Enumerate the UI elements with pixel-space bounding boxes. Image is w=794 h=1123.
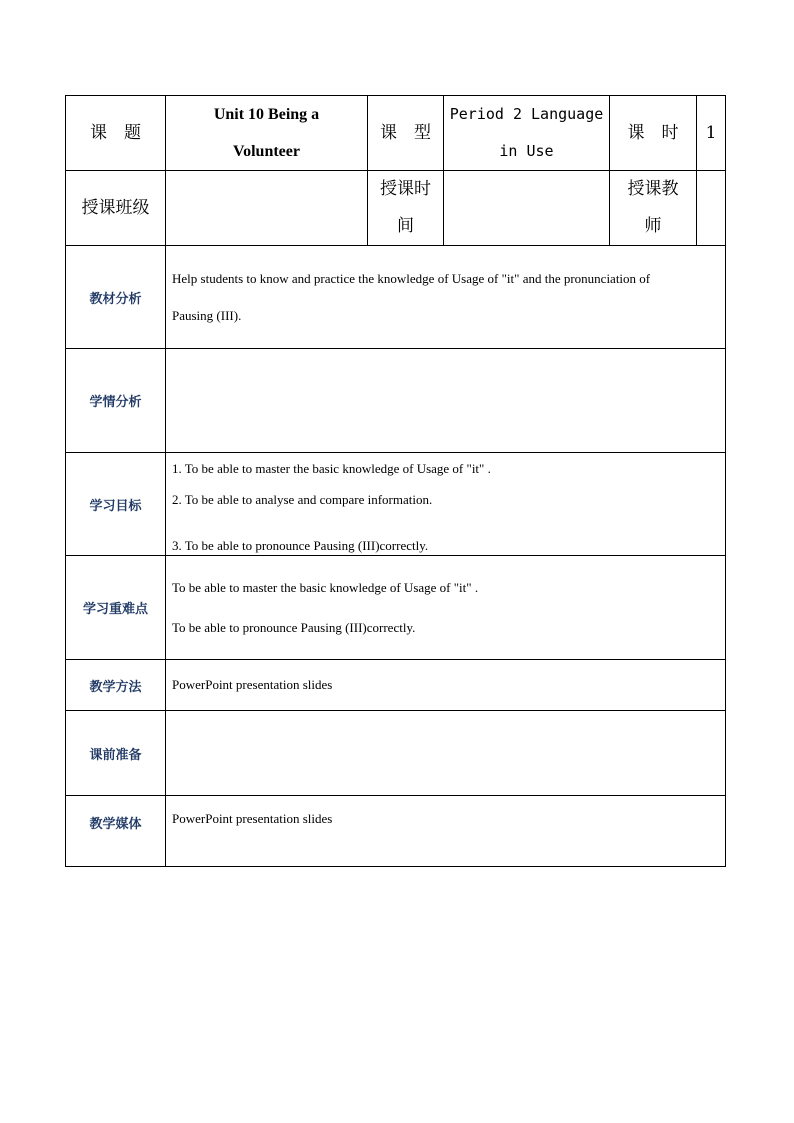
topic-value-cell: [166, 96, 368, 171]
row-preparation: [66, 711, 726, 796]
row-material-analysis: [66, 246, 726, 349]
method-label: 教学方法: [89, 679, 142, 695]
row-teaching-media: [66, 796, 726, 867]
material-line2: Pausing (III).: [172, 308, 242, 323]
time-label-line1: 授课时: [380, 179, 431, 199]
material-label-cell: [66, 246, 166, 349]
objectives-content-cell: [166, 453, 726, 556]
learner-label-cell: [66, 349, 166, 453]
type-value-cell: [444, 96, 610, 171]
type-value-line2: in Use: [499, 142, 554, 160]
type-label-cell: [368, 96, 444, 171]
key-points-label: 学习重难点: [82, 602, 148, 617]
teacher-value-cell: [697, 171, 726, 246]
type-value-line1: Period 2 Language: [449, 105, 604, 123]
class-label-cell: [66, 171, 166, 246]
key-points-content-cell: [166, 556, 726, 660]
header-row-class: [66, 171, 726, 246]
media-label: 教学媒体: [89, 817, 142, 832]
time-value-cell: [444, 171, 610, 246]
class-value-cell: [166, 171, 368, 246]
objective-item-3: 3. To be able to pronounce Pausing (III)correctly.: [172, 538, 429, 553]
topic-value-line2: Volunteer: [233, 143, 300, 160]
row-learner-analysis: [66, 349, 726, 453]
lesson-plan-table: [65, 95, 726, 867]
key-points-label-cell: [66, 556, 166, 660]
objectives-label-cell: [66, 453, 166, 556]
objective-item-2: 2. To be able to analyse and compare information.: [172, 492, 433, 507]
learner-content-cell: [166, 349, 726, 453]
teacher-label-line2: 师: [644, 216, 662, 236]
hours-label-cell: [610, 96, 697, 171]
row-learning-objectives: [66, 453, 726, 556]
method-text: PowerPoint presentation slides: [172, 677, 333, 692]
type-label: 课 型: [380, 122, 431, 143]
media-label-cell: [66, 796, 166, 867]
material-line1: Help students to know and practice the knowledge of Usage of "it" and the pronunciation of: [172, 271, 651, 286]
learner-label: 学情分析: [89, 395, 142, 410]
material-label: 教材分析: [89, 291, 142, 307]
method-label-cell: [66, 660, 166, 711]
hours-label: 课 时: [627, 122, 679, 143]
objective-item-1: 1. To be able to master the basic knowledge of Usage of "it" .: [172, 461, 491, 476]
preparation-content-cell: [166, 711, 726, 796]
row-teaching-method: [66, 660, 726, 711]
objectives-label: 学习目标: [89, 498, 142, 514]
topic-value-line1: Unit 10 Being a: [213, 106, 320, 123]
class-label: 授课班级: [81, 197, 150, 218]
key-point-item-2: To be able to pronounce Pausing (III)correctly.: [172, 619, 416, 635]
preparation-label-cell: [66, 711, 166, 796]
preparation-label: 课前准备: [89, 747, 142, 763]
media-text: PowerPoint presentation slides: [172, 811, 333, 826]
material-content-cell: [166, 246, 726, 349]
time-label-line2: 间: [397, 216, 414, 236]
hours-value-cell: [697, 96, 726, 171]
key-point-item-1: To be able to master the basic knowledge of Usage of "it" .: [172, 579, 479, 595]
hours-value: 1: [705, 122, 717, 143]
teacher-label-line1: 授课教: [627, 179, 679, 199]
media-content-cell: [166, 796, 726, 867]
header-row-topic: [66, 96, 726, 171]
topic-label-cell: [66, 96, 166, 171]
row-key-points: [66, 556, 726, 660]
time-label-cell: [368, 171, 444, 246]
method-content-cell: [166, 660, 726, 711]
teacher-label-cell: [610, 171, 697, 246]
topic-label: 课 题: [90, 122, 141, 143]
